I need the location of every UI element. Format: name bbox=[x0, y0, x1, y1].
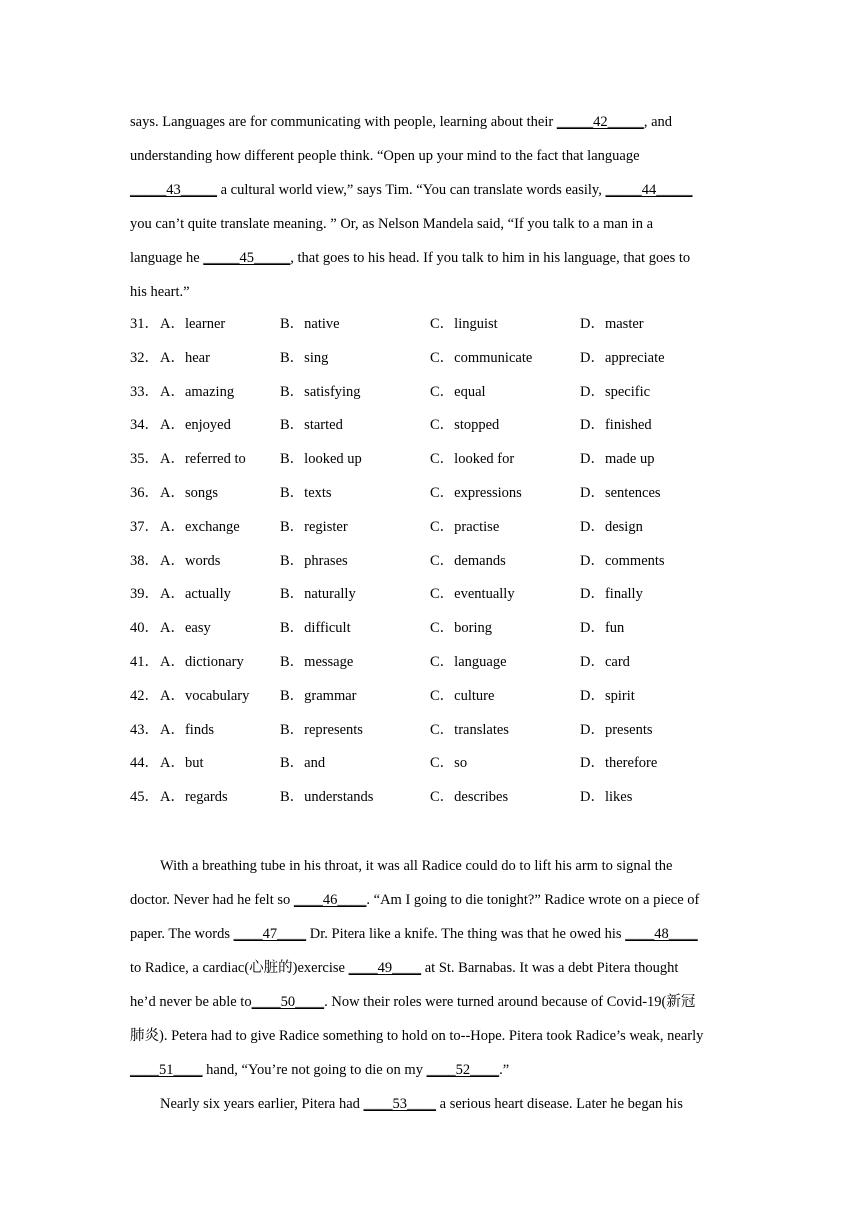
question-number: 33． bbox=[130, 383, 159, 400]
question-row bbox=[130, 618, 740, 638]
passage-1-line bbox=[130, 180, 692, 200]
option-a[interactable]: A．hear bbox=[160, 349, 210, 366]
passage-2-line bbox=[130, 1060, 509, 1080]
option-d[interactable]: D．design bbox=[580, 518, 643, 535]
text: hand, “You’re not going to die on my bbox=[202, 1062, 427, 1078]
option-a[interactable]: A．enjoyed bbox=[160, 417, 231, 434]
question-row bbox=[130, 517, 740, 537]
option-d[interactable]: D．likes bbox=[580, 789, 633, 806]
option-b[interactable]: B．and bbox=[280, 755, 326, 772]
text: paper. The words bbox=[130, 926, 234, 942]
text: at St. Barnabas. It was a debt Pitera thought bbox=[421, 960, 679, 976]
question-number: 43． bbox=[130, 721, 159, 738]
question-row bbox=[130, 753, 740, 773]
blank-45[interactable]: _____45_____ bbox=[203, 250, 291, 266]
option-a[interactable]: A．referred to bbox=[160, 451, 246, 468]
option-c[interactable]: C．boring bbox=[430, 620, 493, 637]
option-b[interactable]: B．looked up bbox=[280, 451, 362, 468]
option-d[interactable]: D．finished bbox=[580, 417, 652, 434]
option-c[interactable]: C．communicate bbox=[430, 349, 533, 366]
option-b[interactable]: B．texts bbox=[280, 485, 332, 501]
option-b[interactable]: B．phrases bbox=[280, 552, 348, 569]
question-row bbox=[130, 415, 740, 435]
question-number: 36． bbox=[130, 485, 159, 501]
option-a[interactable]: A．finds bbox=[160, 721, 214, 738]
text: understanding how different people think. “Open up your mind to the fact that language bbox=[130, 148, 640, 164]
option-b[interactable]: B．difficult bbox=[280, 620, 351, 637]
option-c[interactable]: C．describes bbox=[430, 789, 509, 806]
option-c[interactable]: C．so bbox=[430, 755, 468, 772]
question-number: 38． bbox=[130, 552, 159, 569]
question-row bbox=[130, 483, 740, 503]
option-d[interactable]: D．therefore bbox=[580, 755, 658, 772]
text: he’d never be able to bbox=[130, 994, 252, 1010]
question-number: 31． bbox=[130, 316, 159, 332]
option-d[interactable]: D．made up bbox=[580, 451, 655, 468]
text: With a breathing tube in his throat, it was all Radice could do to lift his arm to signal the bbox=[160, 858, 673, 874]
option-b[interactable]: B．message bbox=[280, 654, 354, 670]
option-b[interactable]: B．native bbox=[280, 316, 340, 332]
option-b[interactable]: B．naturally bbox=[280, 586, 356, 603]
option-a[interactable]: A．actually bbox=[160, 586, 231, 603]
option-d[interactable]: D．appreciate bbox=[580, 349, 665, 366]
question-row bbox=[130, 348, 740, 368]
blank-52[interactable]: ____52____ bbox=[426, 1062, 500, 1078]
option-c[interactable]: C．eventually bbox=[430, 586, 515, 603]
blank-49[interactable]: ____49____ bbox=[348, 960, 422, 976]
blank-51[interactable]: ____51____ bbox=[130, 1062, 203, 1078]
question-number: 37． bbox=[130, 518, 159, 535]
option-c[interactable]: C．demands bbox=[430, 552, 506, 569]
question-number: 40． bbox=[130, 620, 159, 637]
question-number: 42． bbox=[130, 687, 159, 704]
option-c[interactable]: C．culture bbox=[430, 687, 495, 704]
option-a[interactable]: A．exchange bbox=[160, 518, 240, 535]
option-a[interactable]: A．dictionary bbox=[160, 654, 244, 670]
option-d[interactable]: D．finally bbox=[580, 586, 643, 603]
option-c[interactable]: C．practise bbox=[430, 518, 500, 535]
option-c[interactable]: C．expressions bbox=[430, 485, 522, 501]
text: .” bbox=[499, 1062, 510, 1078]
option-d[interactable]: D．specific bbox=[580, 383, 651, 400]
passage-1-line bbox=[130, 282, 190, 302]
text: language he bbox=[130, 250, 204, 266]
text: . “Am I going to die tonight?” Radice wrote on a piece of bbox=[366, 892, 700, 908]
text: his heart.” bbox=[130, 284, 190, 300]
blank-53[interactable]: ____53____ bbox=[363, 1096, 437, 1112]
blank-47[interactable]: ____47____ bbox=[233, 926, 307, 942]
text: Dr. Pitera like a knife. The thing was that he owed his bbox=[306, 926, 626, 942]
passage-2-line bbox=[130, 890, 699, 910]
question-row bbox=[130, 314, 740, 334]
option-c[interactable]: C．stopped bbox=[430, 417, 500, 434]
question-number: 34． bbox=[130, 417, 159, 434]
option-a[interactable]: A．songs bbox=[160, 485, 219, 501]
option-d[interactable]: D．spirit bbox=[580, 687, 635, 704]
option-b[interactable]: B．represents bbox=[280, 721, 363, 738]
option-a[interactable]: A．but bbox=[160, 755, 204, 772]
blank-50[interactable]: ____50____ bbox=[251, 994, 325, 1010]
question-row bbox=[130, 551, 740, 571]
text: doctor. Never had he felt so bbox=[130, 892, 294, 908]
text: a cultural world view,” says Tim. “You can translate words easily, bbox=[217, 182, 606, 198]
text: 肺炎). Petera had to give Radice something to hold on to--Hope. Pitera took Radice’s weak, nearly bbox=[130, 1028, 704, 1044]
option-c[interactable]: C．equal bbox=[430, 383, 486, 400]
passage-2-line bbox=[130, 924, 698, 944]
text: to Radice, a cardiac(心脏的)exercise bbox=[130, 960, 349, 976]
option-a[interactable]: A．regards bbox=[160, 789, 228, 806]
blank-43[interactable]: _____43_____ bbox=[130, 182, 217, 198]
option-c[interactable]: C．language bbox=[430, 654, 507, 670]
text: Nearly six years earlier, Pitera had bbox=[160, 1096, 364, 1112]
passage-2-line bbox=[130, 992, 695, 1012]
question-row bbox=[130, 686, 740, 706]
option-b[interactable]: B．satisfying bbox=[280, 383, 361, 400]
option-d[interactable]: D．master bbox=[580, 316, 644, 332]
option-d[interactable]: D．sentences bbox=[580, 485, 661, 501]
text: says. Languages are for communicating with people, learning about their bbox=[130, 114, 557, 130]
text: a serious heart disease. Later he began his bbox=[436, 1096, 683, 1112]
passage-2-line bbox=[160, 1094, 683, 1114]
question-row bbox=[130, 382, 740, 402]
option-b[interactable]: B．register bbox=[280, 518, 348, 535]
question-number: 44． bbox=[130, 755, 159, 772]
option-a[interactable]: A．vocabulary bbox=[160, 687, 250, 704]
option-d[interactable]: D．comments bbox=[580, 552, 665, 569]
text: you can’t quite translate meaning. ” Or, as Nelson Mandela said, “If you talk to a man in a bbox=[130, 216, 654, 232]
question-row bbox=[130, 584, 740, 604]
text: . Now their roles were turned around because of Covid-19(新冠 bbox=[324, 994, 696, 1010]
question-row bbox=[130, 652, 740, 672]
passage-2-line bbox=[160, 856, 672, 876]
option-c[interactable]: C．looked for bbox=[430, 451, 515, 468]
option-b[interactable]: B．sing bbox=[280, 349, 329, 366]
question-number: 41． bbox=[130, 654, 159, 670]
option-b[interactable]: B．grammar bbox=[280, 687, 357, 704]
blank-42[interactable]: _____42_____ bbox=[556, 114, 644, 130]
option-c[interactable]: C．linguist bbox=[430, 316, 498, 332]
question-number: 32． bbox=[130, 349, 159, 366]
passage-2-line bbox=[130, 958, 678, 978]
passage-1-line bbox=[130, 146, 640, 166]
text: , that goes to his head. If you talk to him in his language, that goes to bbox=[290, 250, 691, 266]
question-row bbox=[130, 449, 740, 469]
option-b[interactable]: B．started bbox=[280, 417, 343, 434]
passage-1-line bbox=[130, 214, 653, 234]
question-number: 35． bbox=[130, 451, 159, 468]
blank-46[interactable]: ____46____ bbox=[293, 892, 367, 908]
option-a[interactable]: A．easy bbox=[160, 620, 211, 637]
blank-44[interactable]: _____44_____ bbox=[605, 182, 693, 198]
question-row bbox=[130, 720, 740, 740]
blank-48[interactable]: ____48____ bbox=[625, 926, 698, 942]
option-a[interactable]: A．amazing bbox=[160, 383, 235, 400]
option-a[interactable]: A．words bbox=[160, 552, 221, 569]
question-number: 45． bbox=[130, 789, 159, 806]
option-d[interactable]: D．card bbox=[580, 654, 630, 670]
question-number: 39． bbox=[130, 586, 159, 603]
passage-1-line bbox=[130, 248, 690, 268]
option-d[interactable]: D．fun bbox=[580, 620, 625, 637]
passage-1-line bbox=[130, 112, 672, 132]
option-c[interactable]: C．translates bbox=[430, 721, 509, 738]
text: , and bbox=[643, 114, 672, 130]
option-b[interactable]: B．understands bbox=[280, 789, 374, 806]
passage-2-line bbox=[130, 1026, 703, 1046]
option-a[interactable]: A．learner bbox=[160, 316, 226, 332]
option-d[interactable]: D．presents bbox=[580, 721, 653, 738]
question-row bbox=[130, 787, 740, 807]
